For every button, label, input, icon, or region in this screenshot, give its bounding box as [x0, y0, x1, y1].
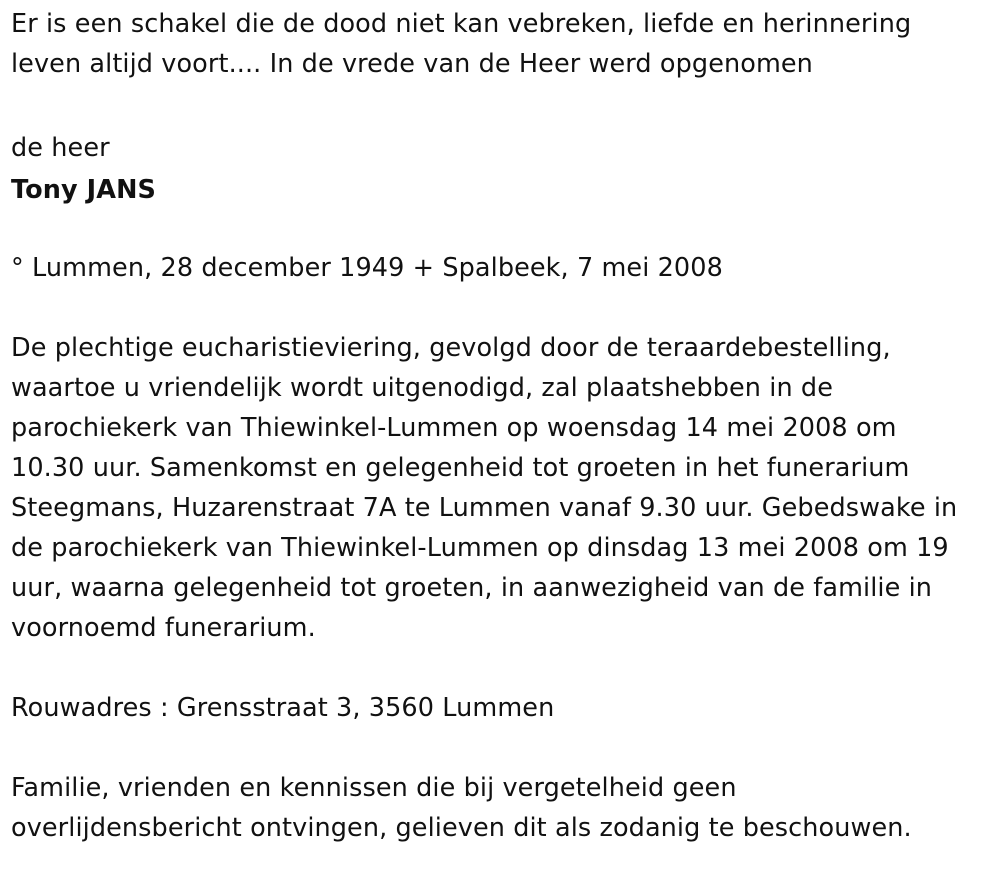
- closing-line: overlijdensbericht ontvingen, gelieven dit als zodanig te beschouwen.: [11, 813, 912, 843]
- ceremony-line: Steegmans, Huzarenstraat 7A te Lummen vanaf 9.30 uur. Gebedswake in: [11, 493, 958, 523]
- mourning-address: Rouwadres : Grensstraat 3, 3560 Lummen: [11, 693, 555, 723]
- spacer: [11, 648, 991, 688]
- salutation: de heer: [11, 133, 110, 163]
- spacer: [11, 84, 991, 124]
- ceremony-line: de parochiekerk van Thiewinkel-Lummen op dinsdag 13 mei 2008 om 19: [11, 533, 949, 563]
- ceremony-line: 10.30 uur. Samenkomst en gelegenheid tot groeten in het funerarium: [11, 453, 910, 483]
- intro-line: Er is een schakel die de dood niet kan vebreken, liefde en herinnering: [11, 9, 912, 39]
- obituary-document: [11, 4, 991, 848]
- spacer: [11, 288, 991, 328]
- closing-paragraph: [11, 768, 991, 848]
- deceased-name: Tony JANS: [11, 175, 157, 205]
- ceremony-paragraph: [11, 328, 991, 648]
- intro-line: leven altijd voort.... In de vrede van de Heer werd opgenomen: [11, 49, 813, 79]
- ceremony-line: parochiekerk van Thiewinkel-Lummen op woensdag 14 mei 2008 om: [11, 413, 897, 443]
- ceremony-line: voornoemd funerarium.: [11, 613, 316, 643]
- spacer: [11, 214, 991, 248]
- closing-line: Familie, vrienden en kennissen die bij vergetelheid geen: [11, 773, 737, 803]
- birth-death-line: ° Lummen, 28 december 1949 + Spalbeek, 7 mei 2008: [11, 253, 723, 283]
- ceremony-line: De plechtige eucharistieviering, gevolgd door de teraardebestelling,: [11, 333, 891, 363]
- ceremony-line: uur, waarna gelegenheid tot groeten, in aanwezigheid van de familie in: [11, 573, 933, 603]
- spacer: [11, 728, 991, 768]
- intro-paragraph: [11, 4, 991, 84]
- ceremony-line: waartoe u vriendelijk wordt uitgenodigd, zal plaatshebben in de: [11, 373, 834, 403]
